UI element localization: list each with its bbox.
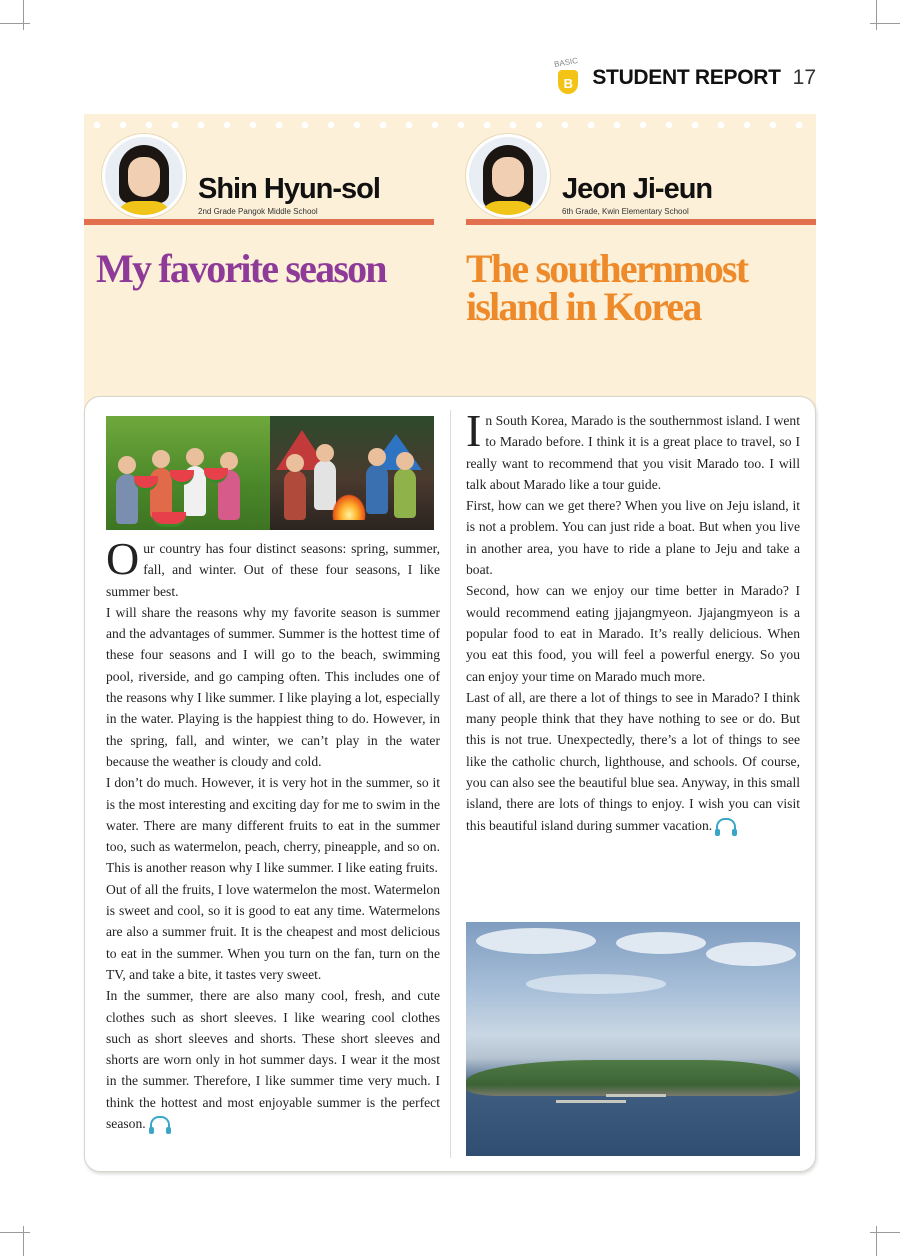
paragraph: Out of all the fruits, I love watermelon the most. Watermelon is sweet and cool, so it is good to eat any time. Watermelons are also a summer fruit. It is the cheapest and most delicious to eat in the summer. When you turn on the fan, turn on the TV, and take a bite, it tastes very sweet. (106, 881, 440, 982)
column-divider (450, 410, 451, 1158)
paragraph: Last of all, are there a lot of things to see in Marado? I think many people think that they have nothing to see or do. But this is not true. Unexpectedly, there’s a lot of things to see like the catholic church, lighthouse, and schools. Of course, you can also see the beautiful blue sea. Anyway, in this small island, there are lots of things to enjoy. I wish you can visit this beautiful island during summer vacation. (466, 689, 800, 833)
title-line: island in Korea (466, 284, 701, 329)
article-title-right (466, 246, 806, 329)
author-school: 6th Grade, Kwin Elementary School (562, 207, 689, 216)
article-title-left: My favorite season (96, 246, 386, 291)
badge-small-text: BASIC (553, 55, 579, 70)
crop-mark (870, 1232, 900, 1233)
paragraph: I don’t do much. However, it is very hot in the summer, so it is the most interesting and exciting day for me to swim in the water. There are many different fruits to eat in the summer too, such as watermelon, peach, cherry, pineapple, and so on. This is another reason why I like summer. I like eating fruits. (106, 775, 440, 876)
article-body-right (466, 405, 800, 836)
divider (466, 219, 816, 225)
paragraph: In the summer, there are also many cool, fresh, and cute clothes such as short sleeves. I like wearing cool clothes such as short sleeves and shorts. These short sleeves and shorts are worn only in hot summer days. I wear it the most in the summer. Therefore, I like summer time very much. I think the hottest and most enjoyable summer is the perfect season. (106, 988, 440, 1132)
paragraph: First, how can we get there? When you live on Jeju island, it is not a problem. You can just ride a boat. But when you live in another area, you have to ride a plane to Jeju and take a boat. (466, 498, 800, 578)
page-header (553, 55, 816, 98)
author-name: Jeon Ji-eun (562, 173, 713, 205)
avatar (102, 134, 186, 218)
drop-cap: O (106, 533, 140, 584)
divider (84, 219, 434, 225)
right-author (466, 134, 712, 218)
headphone-icon[interactable] (716, 818, 736, 832)
crop-mark (0, 23, 30, 24)
basic-badge-icon (553, 55, 584, 98)
report-title: STUDENT REPORT (592, 66, 781, 89)
left-author (102, 134, 380, 218)
avatar (466, 134, 550, 218)
crop-mark (870, 23, 900, 24)
kids-watermelon-photo (106, 416, 270, 530)
crop-mark (23, 1226, 24, 1256)
paragraph: I will share the reasons why my favorite season is summer and the advantages of summer. Summer is the hottest time of these four seasons and I will go to the beach, swimming pool, riverside, and go camping often. This includes one of the reasons why I like summer. I like playing a lot, especially in the water. Playing is the happiest thing to do. However, in the spring, fall, and winter, we can’t play in the water because the weather is cloudy and cold. (106, 604, 440, 769)
author-name: Shin Hyun-sol (198, 173, 380, 205)
crop-mark (23, 0, 24, 30)
title-line: The southernmost (466, 246, 748, 291)
author-school: 2nd Grade Pangok Middle School (198, 207, 318, 216)
paragraph: ur country has four distinct seasons: spring, summer, fall, and winter. Out of these four seasons, I like summer best. (106, 541, 440, 599)
crop-mark (0, 1232, 30, 1233)
article-body-left (106, 533, 440, 1134)
marado-island-photo (466, 922, 800, 1156)
paragraph: Second, how can we enjoy our time better in Marado? I would recommend eating jjajangmyeon. Jjajangmyeon is a popular food to eat in Marado. It’s really delicious. When you eat this food, you will feel a powerful energy. So you can enjoy your time on Marado much more. (466, 583, 800, 684)
badge-letter: B (558, 70, 578, 94)
headphone-icon[interactable] (150, 1116, 170, 1130)
paragraph: n South Korea, Marado is the southernmost island. I went to Marado before. I think it is a great place to travel, so I really want to recommend that you visit Marado too. I will talk about Marado like a tour guide. (466, 413, 800, 492)
page-number: 17 (792, 66, 816, 89)
film-perforation (84, 118, 816, 132)
crop-mark (876, 1226, 877, 1256)
camping-photo (270, 416, 434, 530)
drop-cap: I (466, 405, 482, 456)
crop-mark (876, 0, 877, 30)
